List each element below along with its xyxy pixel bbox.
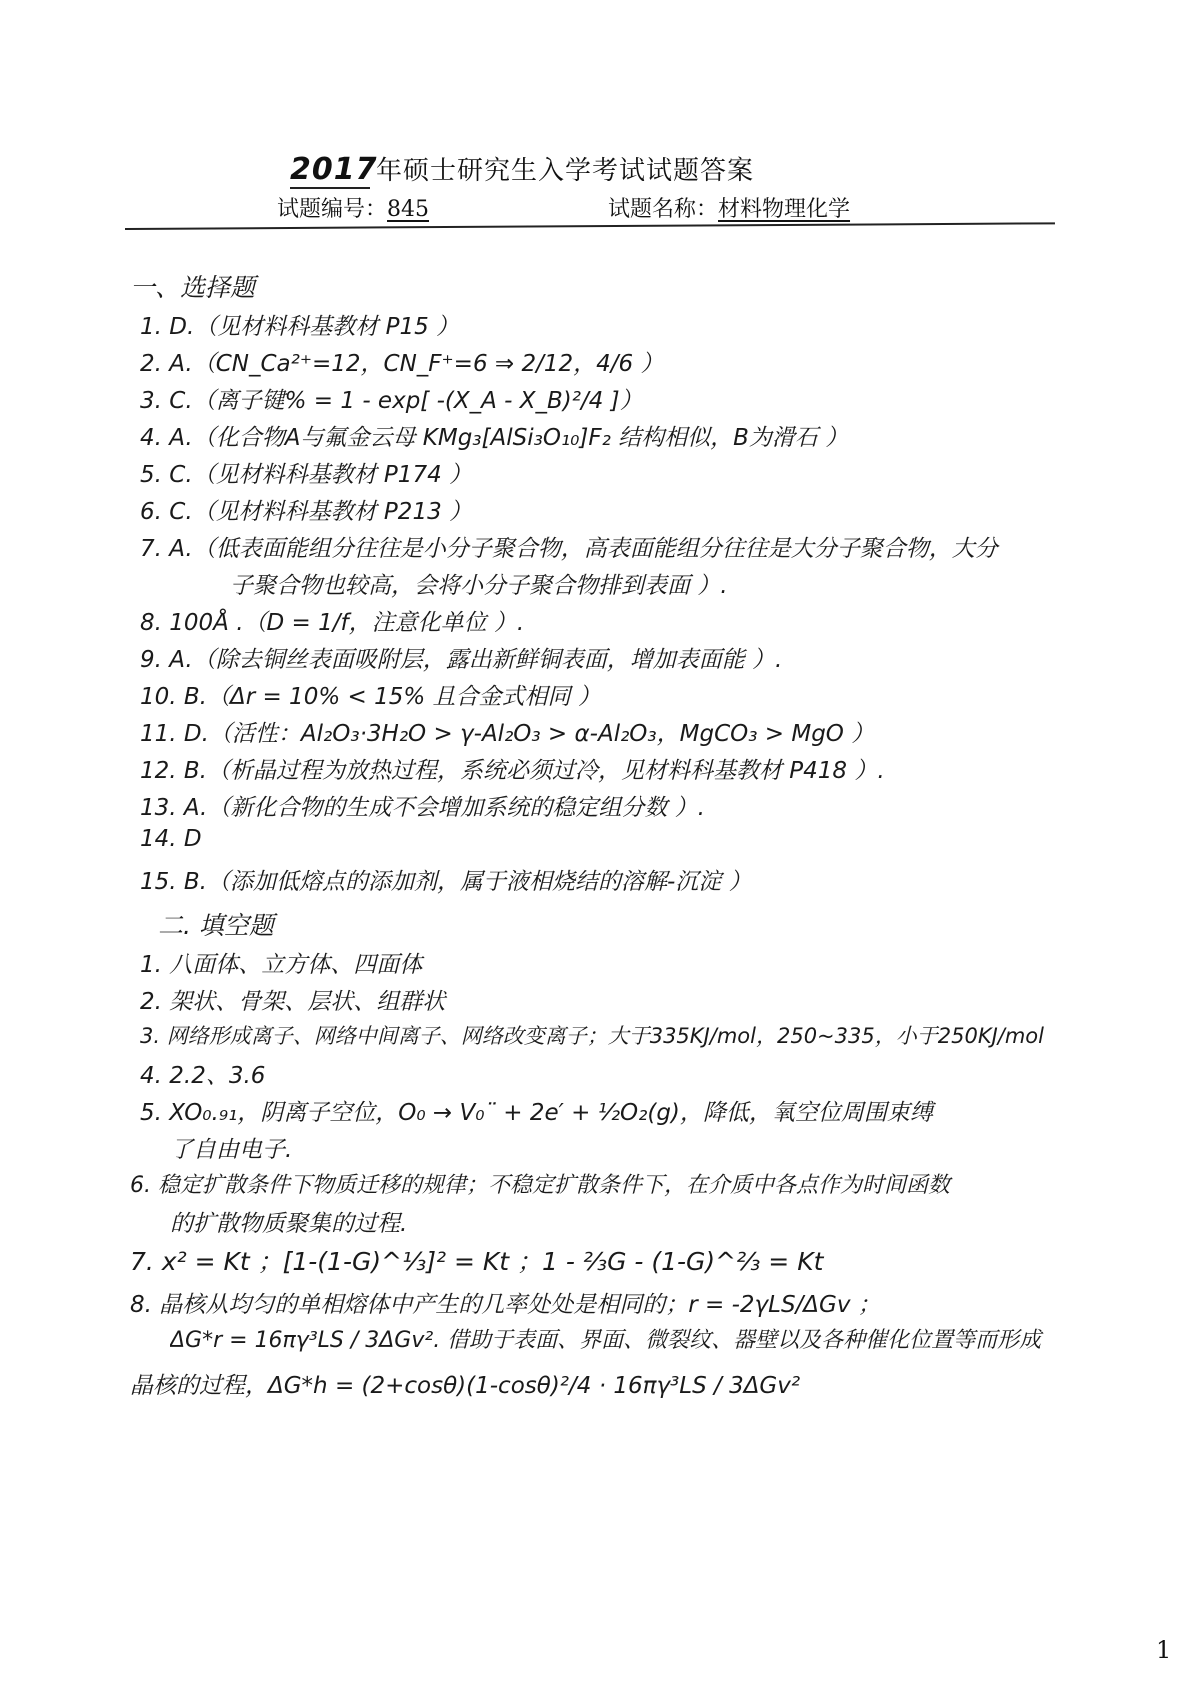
answer-line: 3. 网络形成离子、网络中间离子、网络改变离子；大于335KJ/mol，250~335，小于250KJ/mol	[140, 1024, 1044, 1048]
exam-code-value: 845	[387, 197, 430, 222]
answer-line-continuation: 了自由电子.	[170, 1137, 293, 1163]
answer-line: 11. D.（活性：Al₂O₃·3H₂O > γ-Al₂O₃ > α-Al₂O₃，MgCO₃ > MgO ）	[140, 721, 875, 747]
answer-line: 7. A.（低表面能组分往往是小分子聚合物，高表面能组分往往是大分子聚合物，大分	[140, 536, 998, 562]
exam-name	[608, 192, 850, 223]
answer-line: 14. D	[140, 826, 202, 852]
answer-line: 9. A.（除去铜丝表面吸附层，露出新鲜铜表面，增加表面能 ）.	[140, 647, 783, 673]
answer-line: 13. A.（新化合物的生成不会增加系统的稳定组分数 ）.	[140, 795, 705, 821]
answer-content	[130, 262, 1110, 1662]
exam-name-label: 试题名称：	[608, 197, 719, 222]
page-number: 1	[1156, 1636, 1172, 1664]
answer-line-continuation: 的扩散物质聚集的过程.	[170, 1211, 408, 1237]
exam-code	[277, 192, 429, 223]
answer-line-continuation: 子聚合物也较高，会将小分子聚合物排到表面 ）.	[230, 573, 728, 599]
answer-line: 2. 架状、骨架、层状、组群状	[140, 989, 446, 1015]
answer-line: 8. 100Å .（D = 1/f，注意化单位 ）.	[140, 610, 525, 636]
answer-line: 5. XO₀.₉₁，阴离子空位，O₀ → V₀¨ + 2e′ + ½O₂(g)，降低，氧空位周围束缚	[140, 1100, 933, 1126]
answer-line: 6. 稳定扩散条件下物质迁移的规律；不稳定扩散条件下，在介质中各点作为时间函数	[130, 1173, 950, 1198]
exam-year: 2017	[290, 152, 378, 187]
answer-line: 5. C.（见材料科基教材 P174 ）	[140, 462, 473, 488]
answer-line: 10. B.（Δr = 10% < 15% 且合金式相同 ）	[140, 684, 601, 710]
page-title	[290, 150, 754, 189]
title-text: 年硕士研究生入学考试试题答案	[376, 156, 755, 186]
answer-line: 15. B.（添加低熔点的添加剂，属于液相烧结的溶解-沉淀 ）	[140, 869, 752, 895]
answer-line-continuation: ΔG*r = 16πγ³LS / 3ΔGv². 借助于表面、界面、微裂纹、器壁以及各种催化位置等而形成	[170, 1328, 1042, 1353]
answer-line: 12. B.（析晶过程为放热过程，系统必须过冷，见材料科基教材 P418 ）.	[140, 758, 885, 784]
page-header	[0, 0, 1190, 240]
answer-line: 1. 八面体、立方体、四面体	[140, 952, 423, 978]
exam-code-label: 试题编号：	[277, 197, 388, 222]
answer-line: 6. C.（见材料科基教材 P213 ）	[140, 499, 473, 525]
answer-line: 4. 2.2、3.6	[140, 1063, 266, 1089]
answer-line: 8. 晶核从均匀的单相熔体中产生的几率处处是相同的；r = -2γLS/ΔGv ；	[130, 1292, 881, 1318]
answer-line: 3. C.（离子键% = 1 - exp[ -(X_A - X_B)²/4 ]）	[140, 388, 643, 414]
answer-line: 2. A.（CN_Ca²⁺=12，CN_F⁺=6 ⇒ 2/12，4/6 ）	[140, 351, 664, 377]
answer-line: 4. A.（化合物A与氟金云母 KMg₃[AlSi₃O₁₀]F₂ 结构相似，B为滑石 ）	[140, 425, 849, 451]
answer-line: 1. D.（见材料科基教材 P15 ）	[140, 314, 460, 340]
section-heading-fill: 二. 填空题	[158, 911, 274, 940]
header-divider	[125, 222, 1055, 230]
section-heading-choice: 一、选择题	[130, 273, 256, 302]
answer-line: 7. x² = Kt ；[1-(1-G)^⅓]² = Kt ；1 - ⅔G - (1-G)^⅔ = Kt	[130, 1247, 824, 1276]
answer-line-continuation: 晶核的过程，ΔG*h = (2+cosθ)(1-cosθ)²/4 · 16πγ³LS / 3ΔGv²	[130, 1373, 801, 1399]
exam-name-value: 材料物理化学	[718, 197, 851, 222]
